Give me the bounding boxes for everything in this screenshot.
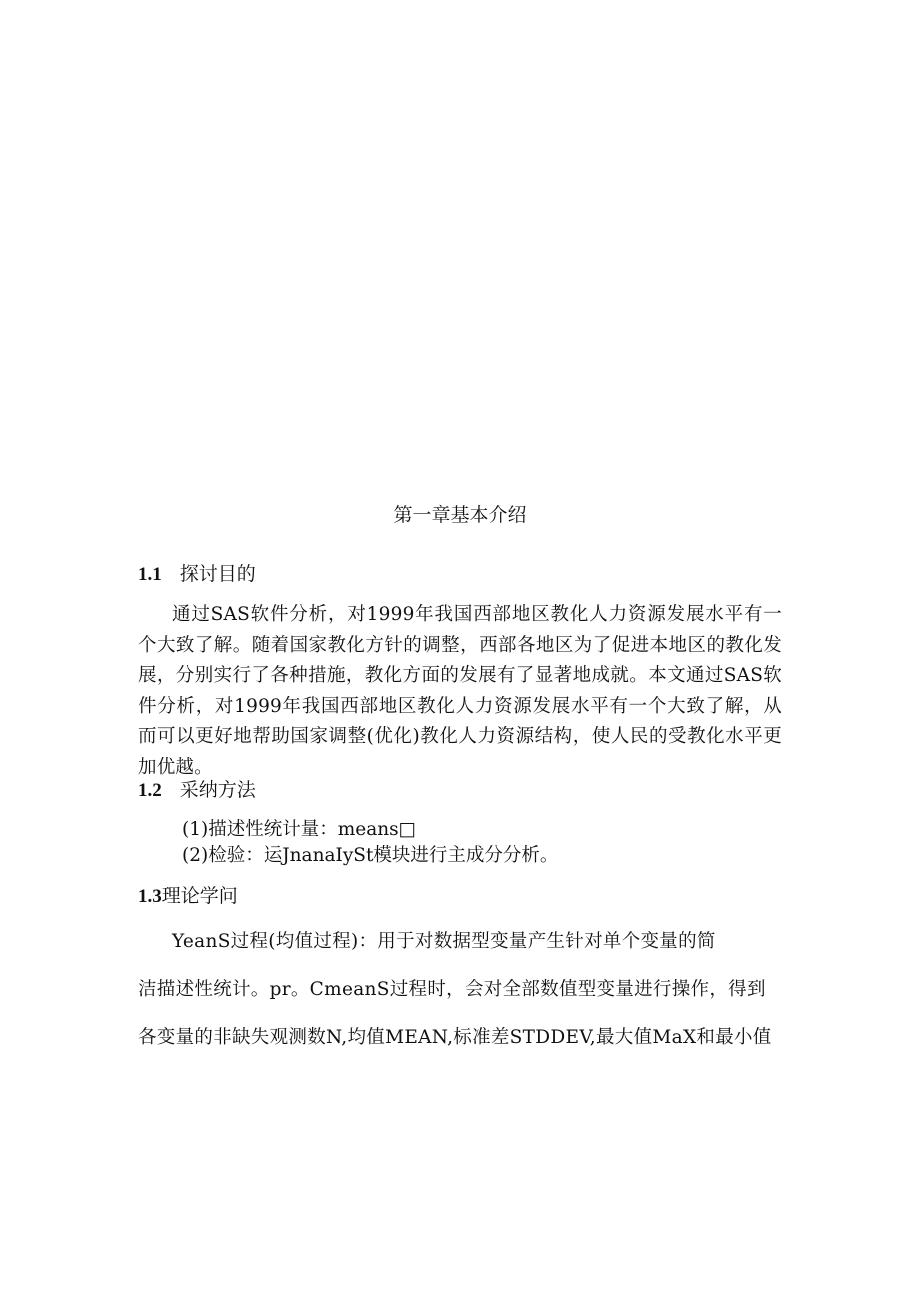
chapter-title: 第一章基本介绍: [393, 504, 527, 526]
section-number: 1.2: [138, 780, 162, 801]
section-title: 探讨目的: [179, 563, 256, 585]
method-item-1: (1)描述性统计量：means□: [182, 819, 417, 840]
section-title: 理论学问: [161, 885, 238, 907]
section-heading-1-3: [138, 883, 238, 910]
method-item-2: (2)检验：运JnanaIySt模块进行主成分分析。: [182, 845, 559, 866]
theory-line-3: 各变量的非缺失观测数N,均值MEAN,标准差STDDEV,最大值MaX和最小值: [138, 1027, 772, 1048]
section-heading-1-1: [138, 561, 256, 588]
theory-line-2: 洁描述性统计。pr。CmeanS过程时，会对全部数值型变量进行操作，得到: [138, 979, 766, 1000]
section-paragraph-1-1: 通过SAS软件分析，对1999年我国西部地区教化人力资源发展水平有一个大致了解。随着国家教化方针的调整，西部各地区为了促进本地区的教化发展，分别实行了各种措施，教化方面的发展有了显著地成就。本文通过SAS软件分析，对1999年我国西部地区教化人力资源发展水平有一个大致了解，从而可以更好地帮助国家调整(优化)教化人力资源结构，使人民的受教化水平更加优越。: [138, 604, 782, 778]
section-title: 采纳方法: [179, 779, 256, 801]
section-number: 1.1: [138, 564, 162, 585]
section-heading-1-2: [138, 777, 256, 804]
section-number: 1.3: [138, 886, 162, 907]
theory-line-1: YeanS过程(均值过程)：用于对数据型变量产生针对单个变量的简: [172, 931, 716, 952]
